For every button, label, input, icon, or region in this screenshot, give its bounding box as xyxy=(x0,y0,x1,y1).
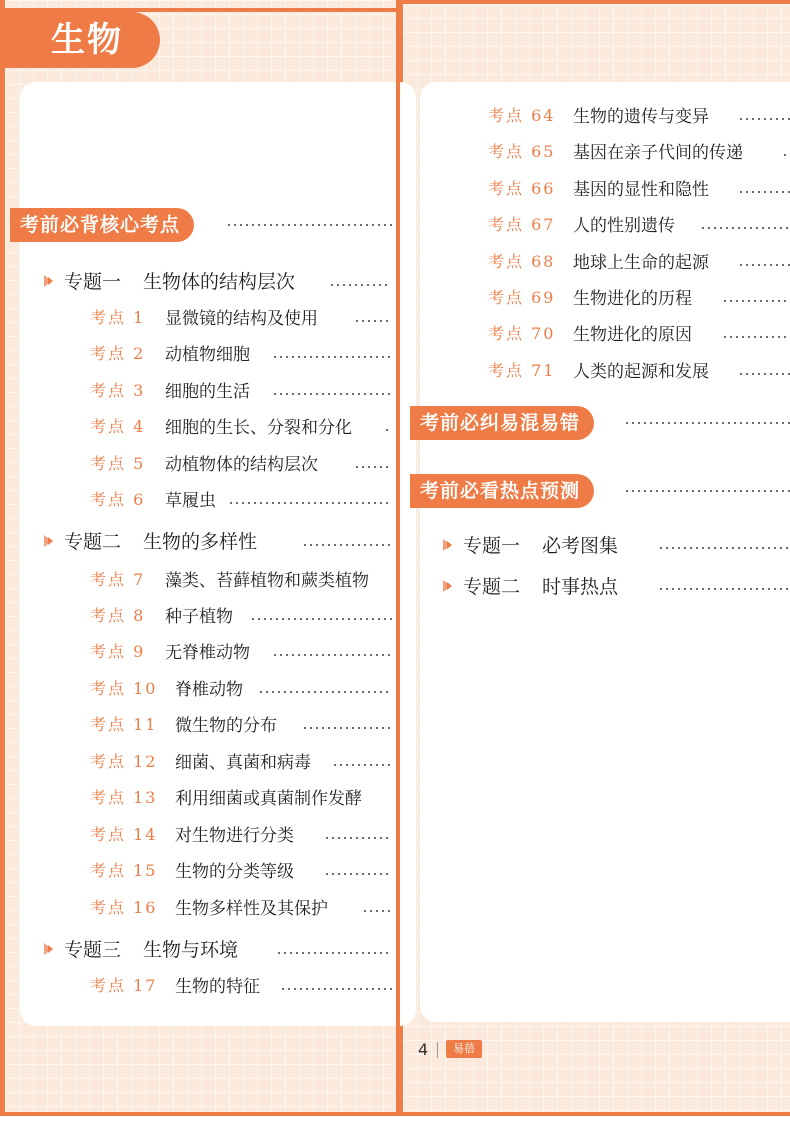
point-label: 考点 70 xyxy=(488,324,556,343)
topic-arrow-icon xyxy=(44,275,52,287)
point-label: 考点 69 xyxy=(488,288,556,307)
section-header-hot-topics: 考前必看热点预测 xyxy=(410,474,594,508)
point-label: 考点 11 xyxy=(90,715,158,734)
topic-heading[interactable] xyxy=(463,572,618,602)
leader-dots xyxy=(302,727,392,729)
point-label: 考点 9 xyxy=(90,642,146,661)
point-label: 考点 7 xyxy=(90,570,146,589)
leader-dots xyxy=(738,191,790,193)
point-label: 考点 3 xyxy=(90,381,146,400)
point-label: 考点 67 xyxy=(488,215,556,234)
point-title[interactable]: 利用细菌或真菌制作发酵 xyxy=(175,789,362,809)
point-title[interactable]: 细胞的生长、分裂和分化 xyxy=(165,418,352,438)
leader-dots xyxy=(738,264,790,266)
leader-dots xyxy=(624,490,790,492)
topic-heading[interactable] xyxy=(64,527,257,557)
topic-heading[interactable] xyxy=(64,267,295,297)
point-title[interactable]: 生物的特征 xyxy=(175,977,260,997)
topic-label: 专题一 xyxy=(64,271,122,293)
point-title[interactable]: 生物进化的原因 xyxy=(573,325,692,345)
point-title[interactable]: 生物的遗传与变异 xyxy=(573,107,709,127)
point-label: 考点 64 xyxy=(488,106,556,125)
leader-dots xyxy=(362,910,392,912)
point-title[interactable]: 生物进化的历程 xyxy=(573,289,692,309)
point-title[interactable]: 人类的起源和发展 xyxy=(573,362,709,382)
leader-dots xyxy=(280,988,392,990)
leader-dots xyxy=(276,952,392,954)
point-title[interactable]: 藻类、苔藓植物和蕨类植物 xyxy=(165,571,369,591)
point-label: 考点 2 xyxy=(90,344,146,363)
page-number: 4 xyxy=(418,1040,429,1059)
leader-dots xyxy=(658,588,790,590)
point-label: 考点 71 xyxy=(488,361,556,380)
leader-dots xyxy=(722,336,790,338)
topic-title: 生物体的结构层次 xyxy=(143,271,296,293)
point-label: 考点 14 xyxy=(90,825,158,844)
topic-arrow-icon xyxy=(44,535,52,547)
leader-dots xyxy=(658,547,790,549)
point-label: 考点 4 xyxy=(90,417,146,436)
leader-dots xyxy=(272,654,392,656)
leader-dots xyxy=(329,284,391,286)
point-label: 考点 16 xyxy=(90,898,158,917)
point-title[interactable]: 草履虫 xyxy=(165,491,216,511)
point-title[interactable]: 脊椎动物 xyxy=(175,680,243,700)
topic-label: 专题二 xyxy=(64,531,122,553)
point-title[interactable]: 生物多样性及其保护 xyxy=(175,899,328,919)
leader-dots xyxy=(324,837,392,839)
leader-dots xyxy=(624,422,790,424)
point-title[interactable]: 无脊椎动物 xyxy=(165,643,250,663)
point-title[interactable]: 微生物的分布 xyxy=(175,716,277,736)
topic-title: 生物的多样性 xyxy=(143,531,258,553)
topic-arrow-icon xyxy=(443,580,451,592)
topic-heading[interactable] xyxy=(463,531,618,561)
point-title[interactable]: 显微镜的结构及使用 xyxy=(165,309,318,329)
leader-dots xyxy=(782,154,790,156)
leader-dots xyxy=(738,373,790,375)
point-label: 考点 12 xyxy=(90,752,158,771)
leader-dots xyxy=(324,873,392,875)
leader-dots xyxy=(384,429,392,431)
point-label: 考点 17 xyxy=(90,976,158,995)
topic-title: 必考图集 xyxy=(542,535,619,557)
point-label: 考点 66 xyxy=(488,179,556,198)
topic-label: 专题二 xyxy=(463,576,521,598)
topic-arrow-icon xyxy=(44,943,52,955)
topic-label: 专题三 xyxy=(64,939,122,961)
point-label: 考点 65 xyxy=(488,142,556,161)
topic-label: 专题一 xyxy=(463,535,521,557)
point-title[interactable]: 细胞的生活 xyxy=(165,382,250,402)
topic-title: 时事热点 xyxy=(542,576,619,598)
point-title[interactable]: 人的性别遗传 xyxy=(573,216,675,236)
topic-arrow-icon xyxy=(443,539,451,551)
publisher-logo: 易蓓 xyxy=(446,1040,482,1058)
point-label: 考点 6 xyxy=(90,490,146,509)
leader-dots xyxy=(354,320,392,322)
point-title[interactable]: 动植物细胞 xyxy=(165,345,250,365)
leader-dots xyxy=(738,118,790,120)
point-title[interactable]: 地球上生命的起源 xyxy=(573,253,709,273)
point-title[interactable]: 细菌、真菌和病毒 xyxy=(175,753,311,773)
point-title[interactable]: 种子植物 xyxy=(165,607,233,627)
leader-dots xyxy=(272,356,392,358)
point-label: 考点 68 xyxy=(488,252,556,271)
point-title[interactable]: 动植物体的结构层次 xyxy=(165,455,318,475)
point-label: 考点 10 xyxy=(90,679,158,698)
footer-separator xyxy=(437,1042,438,1058)
point-label: 考点 8 xyxy=(90,606,146,625)
point-title[interactable]: 生物的分类等级 xyxy=(175,862,294,882)
leader-dots xyxy=(228,502,392,504)
point-title[interactable]: 对生物进行分类 xyxy=(175,826,294,846)
page-divider-line xyxy=(396,10,400,1116)
topic-title: 生物与环境 xyxy=(143,939,239,961)
leader-dots xyxy=(722,300,790,302)
point-label: 考点 5 xyxy=(90,454,146,473)
leader-dots xyxy=(226,224,392,226)
section-header-mistakes: 考前必纠易混易错 xyxy=(410,406,594,440)
leader-dots xyxy=(354,466,392,468)
point-label: 考点 15 xyxy=(90,861,158,880)
leader-dots xyxy=(258,691,392,693)
subject-title: 生物 xyxy=(0,12,160,68)
point-title[interactable]: 基因的显性和隐性 xyxy=(573,180,709,200)
topic-heading[interactable] xyxy=(64,935,238,965)
leader-dots xyxy=(700,227,790,229)
point-title[interactable]: 基因在亲子代间的传递 xyxy=(573,143,743,163)
point-label: 考点 13 xyxy=(90,788,158,807)
section-header-core-points: 考前必背核心考点 xyxy=(10,208,194,242)
point-label: 考点 1 xyxy=(90,308,146,327)
leader-dots xyxy=(332,764,392,766)
leader-dots xyxy=(272,393,392,395)
leader-dots xyxy=(302,544,392,546)
leader-dots xyxy=(250,618,392,620)
